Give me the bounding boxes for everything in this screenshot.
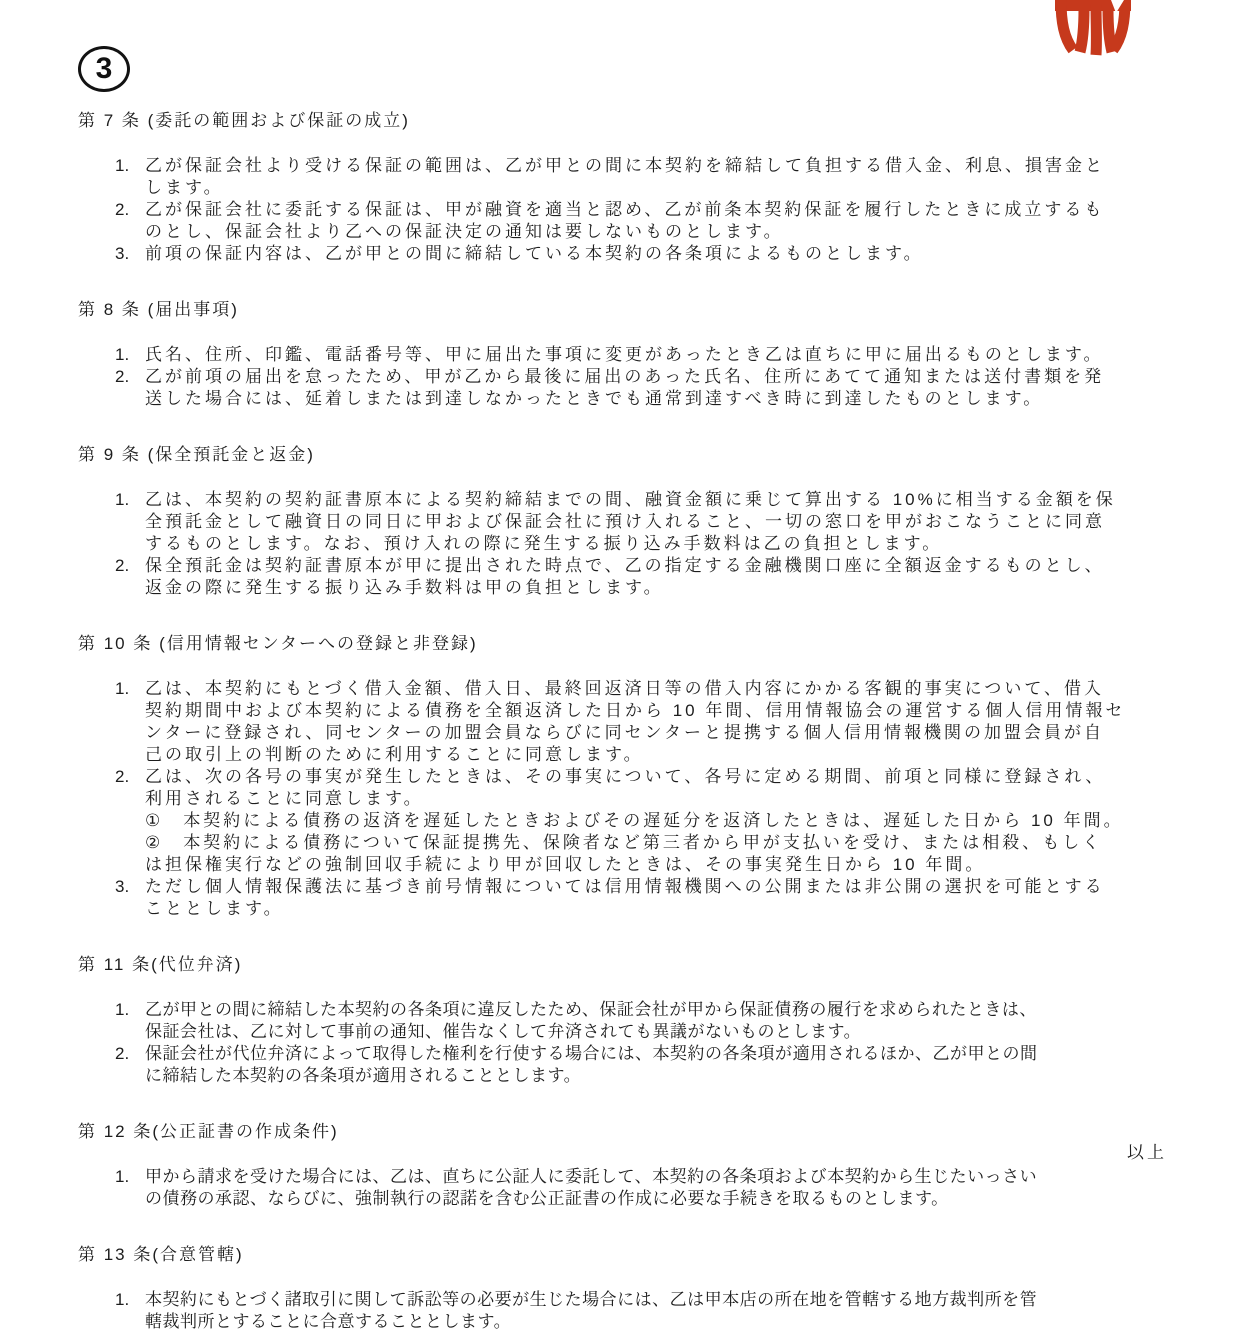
article-item <box>78 1043 1155 1087</box>
article-item <box>78 766 1155 876</box>
article <box>78 106 1155 265</box>
article-item <box>78 1166 1155 1210</box>
text-line: 契約期間中および本契約による債務を全額返済した日から 10 年間、信用情報協会の運営する個人信用情報セ <box>145 701 1126 720</box>
article <box>78 1117 1155 1210</box>
article-items <box>78 344 1155 410</box>
item-number: 1. <box>115 1000 130 1019</box>
text-line: 氏名、住所、印鑑、電話番号等、甲に届出た事項に変更があったとき乙は直ちに甲に届出るものとします。 <box>145 345 1104 364</box>
article <box>78 629 1155 920</box>
article-item <box>78 876 1155 920</box>
text-line: は担保権実行などの強制回収手続により甲が回収したときは、その事実発生日から 10 年間。 <box>145 855 986 874</box>
item-number: 1. <box>115 1290 130 1309</box>
article-items <box>78 999 1155 1087</box>
item-body <box>145 1043 1155 1087</box>
red-seal-stamp-icon <box>1054 0 1132 58</box>
article-item <box>78 366 1155 410</box>
item-body <box>145 1289 1155 1333</box>
text-line: 乙は、本契約にもとづく借入金額、借入日、最終回返済日等の借入内容にかかる客観的事実について、借入 <box>145 679 1104 698</box>
item-body <box>145 489 1155 555</box>
text-line: 轄裁判所とすることに合意することとします。 <box>145 1312 512 1331</box>
page-number: 3 <box>95 52 113 85</box>
item-body <box>145 243 1155 265</box>
item-body <box>145 366 1155 410</box>
article-items <box>78 678 1155 920</box>
text-line: ② 本契約による債務について保証提携先、保険者など第三者から甲が支払いを受け、または相殺、もしく <box>145 833 1103 852</box>
item-body <box>145 766 1155 876</box>
text-line: ① 本契約による債務の返済を遅延したときおよびその遅延分を返済したときは、遅延した日から 10 年間。 <box>145 811 1124 830</box>
text-line: に締結した本契約の各条項が適用されることとします。 <box>145 1066 582 1085</box>
item-body <box>145 999 1155 1043</box>
item-body <box>145 199 1155 243</box>
articles <box>78 106 1155 1333</box>
item-number: 2. <box>115 200 130 219</box>
article-items <box>78 489 1155 599</box>
item-body <box>145 678 1155 766</box>
item-body <box>145 876 1155 920</box>
item-body <box>145 155 1155 199</box>
article-item <box>78 243 1155 265</box>
article <box>78 295 1155 410</box>
item-body <box>145 555 1155 599</box>
article-item <box>78 155 1155 199</box>
article <box>78 950 1155 1087</box>
article-heading: 第 10 条 (信用情報センターへの登録と非登録) <box>78 634 478 653</box>
article-items <box>78 155 1155 265</box>
text-line: 甲から請求を受けた場合には、乙は、直ちに公証人に委託して、本契約の各条項および本契約から生じたいっさい <box>145 1167 1038 1186</box>
text-line: 全預託金として融資日の同日に甲および保証会社に預け入れること、一切の窓口を甲がおこなうことに同意 <box>145 512 1105 531</box>
item-number: 1. <box>115 679 130 698</box>
text-line: 己の取引上の判断のために利用することに同意します。 <box>145 745 644 764</box>
text-line: 保全預託金は契約証書原本が甲に提出された時点で、乙の指定する金融機関口座に全額返金するものとし、 <box>145 556 1105 575</box>
article-heading: 第 12 条(公正証書の作成条件) <box>78 1122 339 1141</box>
text-line: 保証会社が代位弁済によって取得した権利を行使する場合には、本契約の各条項が適用されるほか、乙が甲との間 <box>145 1044 1038 1063</box>
article-item <box>78 555 1155 599</box>
article-item <box>78 999 1155 1043</box>
article-item <box>78 678 1155 766</box>
text-line: 乙が前項の届出を怠ったため、甲が乙から最後に届出のあった氏名、住所にあてて通知または送付書類を発 <box>145 367 1105 386</box>
text-line: 返金の際に発生する振り込み手数料は甲の負担とします。 <box>145 578 664 597</box>
text-line: のとし、保証会社より乙への保証決定の通知は要しないものとします。 <box>145 222 784 241</box>
article <box>78 440 1155 599</box>
article-item <box>78 344 1155 366</box>
article-item <box>78 489 1155 555</box>
article-items <box>78 1166 1155 1210</box>
text-line: 保証会社は、乙に対して事前の通知、催告なくして弁済されても異議がないものとします。 <box>145 1022 862 1041</box>
text-line: 送した場合には、延着しまたは到達しなかったときでも通常到達すべき時に到達したものとします。 <box>145 389 1044 408</box>
text-line: 乙が保証会社に委託する保証は、甲が融資を適当と認め、乙が前条本契約保証を履行したときに成立するも <box>145 200 1105 219</box>
item-number: 2. <box>115 367 130 386</box>
article-heading: 第 11 条(代位弁済) <box>78 955 243 974</box>
item-number: 2. <box>115 1044 130 1063</box>
text-line: 乙が甲との間に締結した本契約の各条項に違反したため、保証会社が甲から保証債務の履行を求められたときは、 <box>145 1000 1037 1019</box>
text-line: 乙は、次の各号の事実が発生したときは、その事実について、各号に定める期間、前項と同様に登録され、 <box>145 767 1106 786</box>
text-line: 本契約にもとづく諸取引に関して訴訟等の必要が生じた場合には、乙は甲本店の所在地を管轄する地方裁判所を管 <box>145 1290 1038 1309</box>
text-line: 前項の保証内容は、乙が甲との間に締結している本契約の各条項によるものとします。 <box>145 244 924 263</box>
text-line: 乙は、本契約の契約証書原本による契約締結までの間、融資金額に乗じて算出する 10%に相当する金額を保 <box>145 490 1116 509</box>
article-items <box>78 1289 1155 1333</box>
closing-label: 以上 <box>1127 1143 1167 1162</box>
page-number-badge <box>78 46 130 92</box>
article-heading: 第 13 条(合意管轄) <box>78 1245 244 1264</box>
text-line: こととします。 <box>145 899 284 918</box>
article-heading: 第 9 条 (保全預託金と返金) <box>78 445 315 464</box>
item-number: 1. <box>115 345 130 364</box>
article-heading: 第 8 条 (届出事項) <box>78 300 239 319</box>
text-line: 乙が保証会社より受ける保証の範囲は、乙が甲との間に本契約を締結して負担する借入金、利息、損害金と <box>145 156 1105 175</box>
article-item <box>78 199 1155 243</box>
text-line: ンターに登録され、同センターの加盟会員ならびに同センターと提携する個人信用情報機関の加盟会員が自 <box>145 723 1104 742</box>
text-line: ただし個人情報保護法に基づき前号情報については信用情報機関への公開または非公開の選択を可能とする <box>145 877 1105 896</box>
item-number: 2. <box>115 767 130 786</box>
item-number: 1. <box>115 490 130 509</box>
item-body <box>145 1166 1155 1210</box>
article-item <box>78 1289 1155 1333</box>
text-line: の債務の承認、ならびに、強制執行の認諾を含む公正証書の作成に必要な手続きを取るものとします。 <box>145 1189 949 1208</box>
article <box>78 1240 1155 1333</box>
text-line: するものとします。なお、預け入れの際に発生する振り込み手数料は乙の負担とします。 <box>145 534 943 553</box>
item-number: 2. <box>115 556 130 575</box>
item-number: 1. <box>115 1167 130 1186</box>
item-number: 3. <box>115 877 130 896</box>
item-body <box>145 344 1155 366</box>
text-line: 利用されることに同意します。 <box>145 789 424 808</box>
article-heading: 第 7 条 (委託の範囲および保証の成立) <box>78 111 410 130</box>
item-number: 1. <box>115 156 130 175</box>
item-number: 3. <box>115 244 130 263</box>
text-line: します。 <box>145 178 224 197</box>
